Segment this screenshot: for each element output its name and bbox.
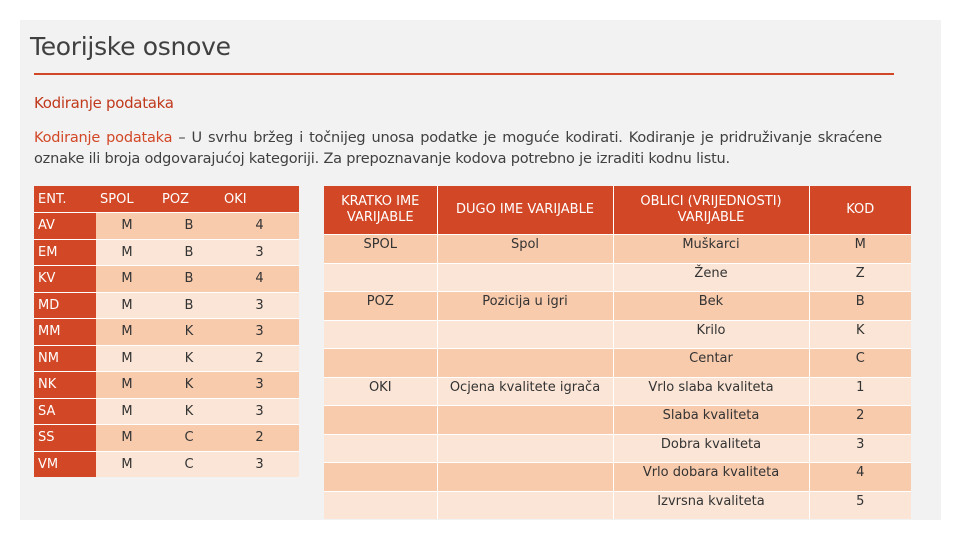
- table-cell: K: [158, 398, 220, 425]
- table-cell: Krilo: [613, 320, 809, 349]
- table-cell: 3: [809, 434, 911, 463]
- row-label-cell: AV: [34, 213, 96, 240]
- table-cell: Izvrsna kvaliteta: [613, 491, 809, 519]
- title-divider: [34, 73, 894, 75]
- row-label-cell: NK: [34, 372, 96, 399]
- table-cell: M: [96, 345, 158, 372]
- table-cell: Dobra kvaliteta: [613, 434, 809, 463]
- table-cell: [324, 263, 437, 292]
- table-cell: Žene: [613, 263, 809, 292]
- paragraph-text: – U svrhu bržeg i točnijeg unosa podatke je moguće kodirati. Kodiranje je pridruživanje skraćene oznake ili broja odgovarajućoj kategoriji. Za prepoznavanje kodova potrebno je izraditi kodnu listu.: [34, 130, 882, 167]
- table-cell: [437, 434, 613, 463]
- table-cell: 4: [220, 266, 299, 293]
- table-cell: K: [809, 320, 911, 349]
- table-row: [34, 451, 299, 477]
- header-code: KOD: [809, 186, 911, 235]
- table-cell: Vrlo slaba kvaliteta: [613, 377, 809, 406]
- row-label-cell: MD: [34, 292, 96, 319]
- table-cell: Spol: [437, 235, 613, 264]
- table-row: [324, 491, 911, 519]
- table-cell: Centar: [613, 349, 809, 378]
- header-ent: ENT.: [34, 186, 96, 213]
- table-cell: K: [158, 319, 220, 346]
- table-row: [34, 292, 299, 319]
- table-row: [324, 292, 911, 321]
- table-cell: [324, 349, 437, 378]
- row-label-cell: VM: [34, 451, 96, 477]
- table-cell: Z: [809, 263, 911, 292]
- table-cell: OKI: [324, 377, 437, 406]
- table-row: [34, 213, 299, 240]
- table-cell: C: [809, 349, 911, 378]
- table-cell: 2: [809, 406, 911, 435]
- table-cell: 2: [220, 425, 299, 452]
- table-cell: B: [809, 292, 911, 321]
- table-cell: Slaba kvaliteta: [613, 406, 809, 435]
- table-row: [324, 263, 911, 292]
- table-cell: [437, 406, 613, 435]
- table-cell: [324, 434, 437, 463]
- table-cell: 5: [809, 491, 911, 519]
- header-short-name: KRATKO IME VARIJABLE: [324, 186, 437, 235]
- row-label-cell: SS: [34, 425, 96, 452]
- table-cell: [324, 406, 437, 435]
- table-row: [34, 372, 299, 399]
- data-table-header: [34, 186, 299, 213]
- table-cell: M: [96, 319, 158, 346]
- table-cell: POZ: [324, 292, 437, 321]
- table-row: [324, 377, 911, 406]
- table-row: [34, 425, 299, 452]
- table-cell: 3: [220, 292, 299, 319]
- table-cell: [324, 320, 437, 349]
- header-oki: OKI: [220, 186, 299, 213]
- table-cell: M: [809, 235, 911, 264]
- row-label-cell: KV: [34, 266, 96, 293]
- body-paragraph: [34, 128, 882, 170]
- table-cell: B: [158, 266, 220, 293]
- table-cell: SPOL: [324, 235, 437, 264]
- table-row: [324, 463, 911, 492]
- table-cell: 2: [220, 345, 299, 372]
- table-cell: Ocjena kvalitete igrača: [437, 377, 613, 406]
- header-poz: POZ: [158, 186, 220, 213]
- table-cell: [437, 320, 613, 349]
- table-cell: [437, 263, 613, 292]
- table-cell: M: [96, 239, 158, 266]
- table-cell: B: [158, 213, 220, 240]
- table-cell: M: [96, 398, 158, 425]
- table-cell: C: [158, 451, 220, 477]
- table-cell: C: [158, 425, 220, 452]
- table-row: [324, 349, 911, 378]
- table-cell: Pozicija u igri: [437, 292, 613, 321]
- table-cell: 4: [809, 463, 911, 492]
- table-cell: 3: [220, 239, 299, 266]
- section-heading: Kodiranje podataka: [34, 94, 174, 112]
- table-cell: Muškarci: [613, 235, 809, 264]
- table-cell: M: [96, 372, 158, 399]
- table-cell: Vrlo dobara kvaliteta: [613, 463, 809, 492]
- table-cell: 1: [809, 377, 911, 406]
- table-row: [34, 239, 299, 266]
- table-cell: M: [96, 425, 158, 452]
- table-cell: [324, 491, 437, 519]
- table-cell: [324, 463, 437, 492]
- table-cell: 3: [220, 372, 299, 399]
- paragraph-highlight: Kodiranje podataka: [34, 130, 173, 146]
- table-cell: M: [96, 451, 158, 477]
- table-row: [34, 345, 299, 372]
- table-cell: 3: [220, 319, 299, 346]
- row-label-cell: MM: [34, 319, 96, 346]
- table-cell: Bek: [613, 292, 809, 321]
- table-row: [324, 434, 911, 463]
- code-list-header: [324, 186, 911, 235]
- table-row: [34, 398, 299, 425]
- header-spol: SPOL: [96, 186, 158, 213]
- table-row: [324, 235, 911, 264]
- table-row: [34, 266, 299, 293]
- header-values: OBLICI (VRIJEDNOSTI) VARIJABLE: [613, 186, 809, 235]
- table-cell: B: [158, 292, 220, 319]
- code-list-table: [324, 186, 911, 519]
- table-row: [34, 319, 299, 346]
- row-label-cell: SA: [34, 398, 96, 425]
- table-cell: [437, 491, 613, 519]
- table-cell: K: [158, 345, 220, 372]
- table-row: [324, 406, 911, 435]
- table-cell: [437, 349, 613, 378]
- table-cell: K: [158, 372, 220, 399]
- slide-title: Teorijske osnove: [30, 32, 231, 61]
- table-cell: B: [158, 239, 220, 266]
- table-cell: 3: [220, 451, 299, 477]
- row-label-cell: EM: [34, 239, 96, 266]
- table-row: [324, 320, 911, 349]
- data-table: [34, 186, 299, 477]
- table-cell: [437, 463, 613, 492]
- table-cell: M: [96, 292, 158, 319]
- header-long-name: DUGO IME VARIJABLE: [437, 186, 613, 235]
- table-cell: M: [96, 213, 158, 240]
- row-label-cell: NM: [34, 345, 96, 372]
- table-cell: M: [96, 266, 158, 293]
- table-cell: 4: [220, 213, 299, 240]
- table-cell: 3: [220, 398, 299, 425]
